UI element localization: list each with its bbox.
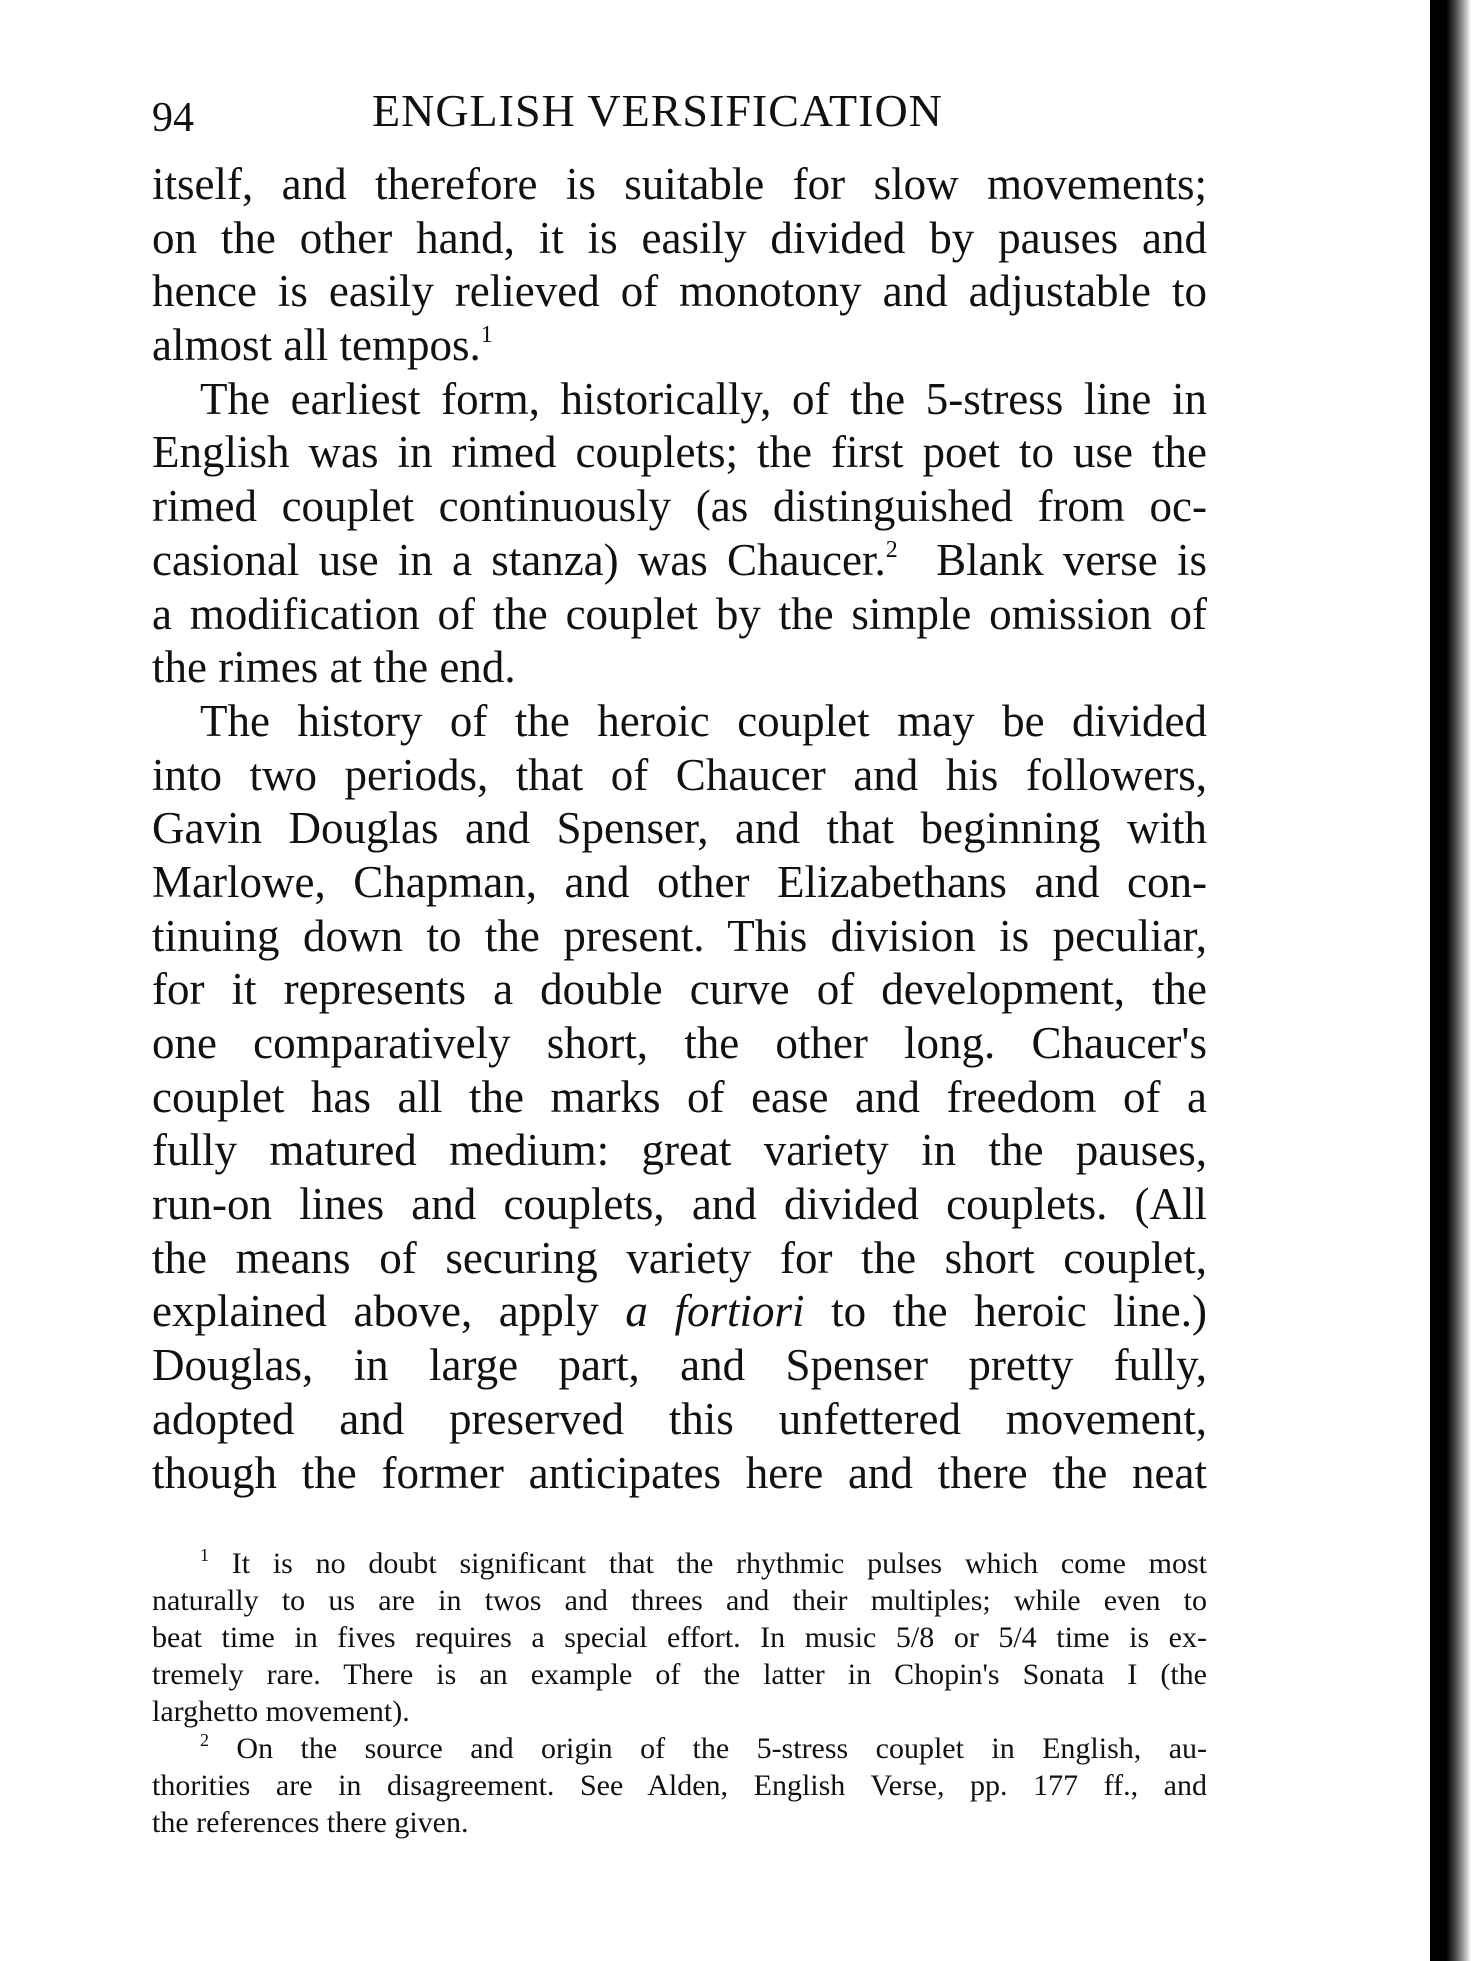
footnote-line: larghetto movement).: [152, 1695, 410, 1728]
text-line: the rimes at the end.: [152, 642, 516, 693]
text-line: the means of securing variety for the short couplet,: [152, 1232, 1207, 1283]
text-line: hence is easily relieved of monotony and adjustable to: [152, 266, 1207, 317]
text-line: couplet has all the marks of ease and freedom of a: [152, 1071, 1207, 1122]
text-line: fully matured medium: great variety in the pauses,: [152, 1125, 1207, 1176]
footnote-number: 2: [200, 1730, 209, 1750]
text-line: itself, and therefore is suitable for slow movements;: [152, 159, 1207, 209]
text-line: Douglas, in large part, and Spenser pretty fully,: [152, 1340, 1207, 1391]
text-line: rimed couplet continuously (as distinguished from oc-: [152, 481, 1207, 532]
footnote-line: naturally to us are in twos and threes and their multiples; while even to: [152, 1584, 1207, 1617]
text-line: run-on lines and couplets, and divided couplets. (All: [152, 1179, 1207, 1230]
text-line: almost all tempos.$^1$: [152, 320, 493, 371]
page-binding-edge: [1430, 0, 1471, 1961]
footnote-marker[interactable]: 1: [480, 322, 493, 349]
body-text: [152, 158, 1207, 1500]
running-title: ENGLISH VERSIFICATION: [372, 85, 943, 136]
text-line: into two periods, that of Chaucer and his followers,: [152, 749, 1207, 800]
footnote-line: $^2$ On the source and origin of the 5-stress couplet in English, au-: [200, 1730, 1207, 1765]
italic-phrase: a fortiori: [625, 1286, 805, 1337]
footnote-line: the references there given.: [152, 1806, 469, 1839]
page-number: 94: [152, 95, 194, 141]
text-line: explained above, apply a fortiori to the heroic line.): [152, 1286, 1207, 1337]
page-header: [152, 82, 1212, 142]
text-line: though the former anticipates here and there the neat: [152, 1447, 1207, 1498]
text-line: a modification of the couplet by the simple omission of: [152, 588, 1207, 639]
footnote-marker[interactable]: 2: [885, 536, 898, 563]
footnote-line: tremely rare. There is an example of the latter in Chopin's Sonata I (the: [152, 1658, 1207, 1691]
text-line: adopted and preserved this unfettered movement,: [152, 1393, 1207, 1444]
text-line: Marlowe, Chapman, and other Elizabethans and con-: [152, 856, 1207, 907]
text-line: The history of the heroic couplet may be divided: [200, 695, 1207, 746]
text-line: one comparatively short, the other long. Chaucer's: [152, 1018, 1207, 1068]
text-line: Gavin Douglas and Spenser, and that beginning with: [152, 803, 1207, 854]
text-line: English was in rimed couplets; the first poet to use the: [152, 427, 1207, 478]
text-line: casional use in a stanza) was Chaucer.$^2$ Blank verse is: [152, 534, 1207, 585]
footnote-line: thorities are in disagreement. See Alden, English Verse, pp. 177 ff., and: [152, 1769, 1207, 1802]
footnote-number: 1: [200, 1545, 209, 1565]
text-line: tinuing down to the present. This division is peculiar,: [152, 910, 1207, 961]
text-line: for it represents a double curve of development, the: [152, 964, 1207, 1015]
footnote-line: $^1$ It is no doubt significant that the rhythmic pulses which come most: [200, 1545, 1207, 1580]
text-line: The earliest form, historically, of the 5-stress line in: [200, 373, 1207, 424]
footnotes: [152, 1545, 1207, 1841]
text-line: on the other hand, it is easily divided by pauses and: [152, 212, 1207, 263]
footnote-line: beat time in fives requires a special effort. In music 5/8 or 5/4 time is ex-: [152, 1621, 1207, 1654]
